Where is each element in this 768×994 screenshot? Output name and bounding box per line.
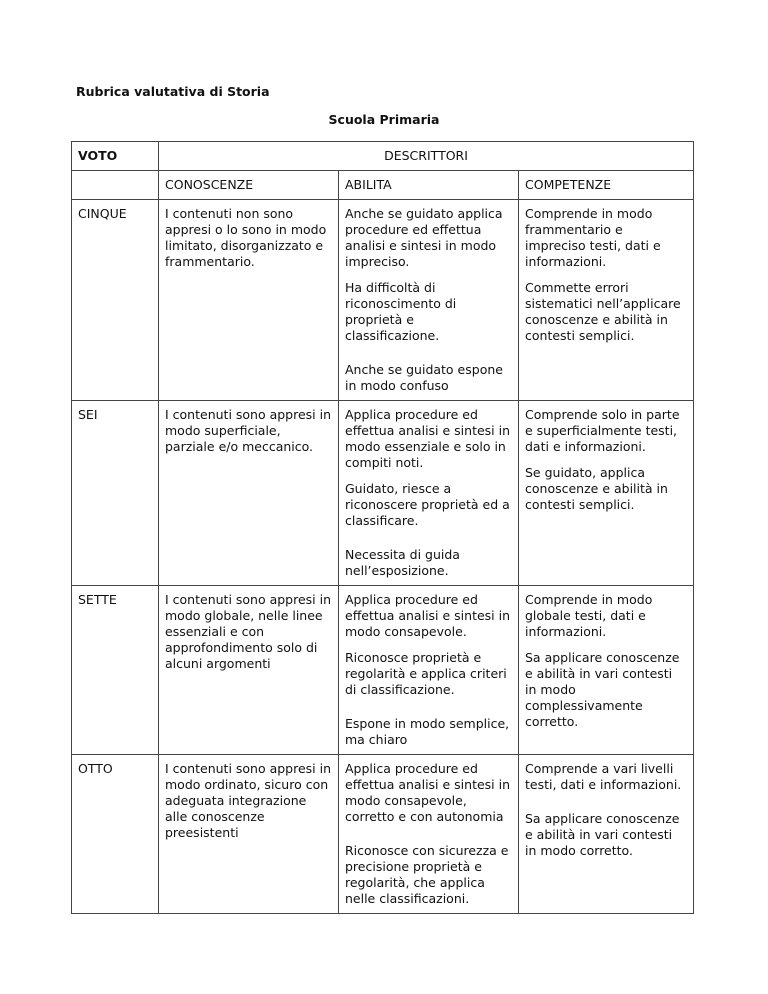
cell-text: Applica procedure ed effettua analisi e sintesi in modo essenziale e solo in compiti noti. [345,407,511,470]
cell-text: I contenuti sono appresi in modo superficiale, parziale e/o meccanico. [165,407,332,454]
cell-text: Ha difficoltà di riconoscimento di proprietà e classificazione. [345,280,457,343]
conoscenze-cell [159,401,339,586]
voto-cell: OTTO [72,755,159,914]
cell-text: Comprende in modo globale testi, dati e informazioni. [525,592,653,639]
cell-text: Se guidato, applica conoscenze e abilità in contesti semplici. [525,465,668,512]
competenze-cell [519,200,694,401]
voto-cell: CINQUE [72,200,159,401]
abilita-cell [339,586,519,755]
cell-text: Applica procedure ed effettua analisi e sintesi in modo consapevole, corretto e con autonomia [345,761,511,824]
cell-text: I contenuti sono appresi in modo globale, nelle linee essenziali e con approfondimento solo di alcuni argomenti [165,592,332,671]
col-header-abilita: ABILITA [339,171,519,200]
subheader-row [72,171,694,200]
header-row [72,142,694,171]
cell-text: Riconosce con sicurezza e precisione proprietà e regolarità, che applica nelle classificazioni. [345,843,509,906]
cell-text: Anche se guidato applica procedure ed effettua analisi e sintesi in modo impreciso. [345,206,503,269]
table-row [72,755,694,914]
cell-text: Comprende in modo frammentario e impreciso testi, dati e informazioni. [525,206,661,269]
cell-text: Anche se guidato espone in modo confuso [345,362,503,393]
table-row [72,401,694,586]
col-header-conoscenze: CONOSCENZE [159,171,339,200]
conoscenze-cell [159,586,339,755]
cell-text: Commette errori sistematici nell’applicare conoscenze e abilità in contesti semplici. [525,280,681,343]
cell-text: I contenuti non sono appresi o lo sono in modo limitato, disorganizzato e frammentario. [165,206,327,269]
voto-cell: SETTE [72,586,159,755]
cell-text: Riconosce proprietà e regolarità e applica criteri di classificazione. [345,650,507,697]
document-subtitle: Scuola Primaria [328,112,440,127]
cell-text: Sa applicare conoscenze e abilità in vari contesti in modo corretto. [525,811,680,858]
cell-text: Comprende a vari livelli testi, dati e informazioni. [525,761,682,792]
competenze-cell [519,401,694,586]
voto-header: VOTO [72,142,159,171]
descrittori-header: DESCRITTORI [159,142,694,171]
table-row [72,586,694,755]
col-header-competenze: COMPETENZE [519,171,694,200]
cell-text: Necessita di guida nell’esposizione. [345,547,460,578]
competenze-cell [519,755,694,914]
conoscenze-cell [159,755,339,914]
table-row [72,200,694,401]
abilita-cell [339,401,519,586]
abilita-cell [339,200,519,401]
cell-text: Espone in modo semplice, ma chiaro [345,716,510,747]
cell-text: Guidato, riesce a riconoscere proprietà ed a classificare. [345,481,510,528]
rubric-table [71,141,694,914]
conoscenze-cell [159,200,339,401]
competenze-cell [519,586,694,755]
cell-text: Applica procedure ed effettua analisi e sintesi in modo consapevole. [345,592,511,639]
cell-text: I contenuti sono appresi in modo ordinato, sicuro con adeguata integrazione alle conoscenze preesistenti [165,761,332,840]
document-title: Rubrica valutativa di Storia [76,84,270,99]
abilita-cell [339,755,519,914]
empty-cell [72,171,159,200]
voto-cell: SEI [72,401,159,586]
cell-text: Sa applicare conoscenze e abilità in vari contesti in modo complessivamente corretto. [525,650,680,729]
cell-text: Comprende solo in parte e superficialmente testi, dati e informazioni. [525,407,680,454]
